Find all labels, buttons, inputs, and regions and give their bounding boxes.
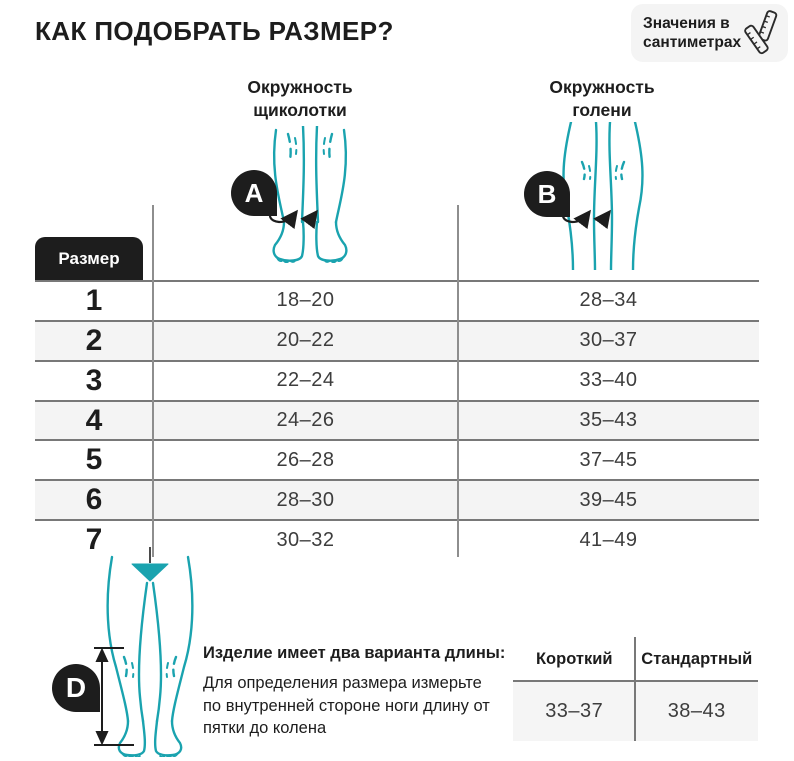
ankle-range-cell: 30–32: [276, 528, 335, 551]
size-cell: 1: [85, 283, 103, 317]
ankle-range-cell: 28–30: [276, 488, 335, 511]
measure-header-ankle: Окружность щиколотки: [247, 77, 353, 120]
measure-header-calf: Окружность голени: [549, 77, 655, 120]
units-badge-text: Значения в сантиметрах: [643, 15, 742, 51]
size-cell: 6: [85, 483, 103, 517]
size-table-header-tab: Размер: [35, 237, 143, 280]
table-row: [35, 441, 759, 481]
units-badge: [631, 4, 788, 62]
length-heading: Изделие имеет два варианта длины:: [203, 644, 506, 662]
garment-top-triangle: [132, 564, 168, 581]
length-option-short-value: 33–37: [545, 700, 604, 722]
length-table-column-divider: [634, 637, 636, 741]
page-title: КАК ПОДОБРАТЬ РАЗМЕР?: [35, 16, 394, 46]
calf-range-cell: 41–49: [579, 528, 638, 551]
table-row: [35, 402, 759, 442]
ankle-range-cell: 26–28: [276, 448, 335, 471]
size-cell: 7: [85, 523, 103, 557]
length-options-table: [513, 637, 758, 741]
calf-range-cell: 30–37: [579, 329, 638, 352]
calf-range-cell: 35–43: [579, 409, 638, 431]
marker-a-bubble: A: [231, 170, 277, 216]
size-cell: 5: [85, 443, 103, 477]
marker-d-bubble: D: [52, 664, 100, 712]
length-option-standard-label: Стандартный: [641, 650, 753, 668]
ankle-range-cell: 24–26: [276, 409, 335, 431]
table-row: [35, 362, 759, 402]
ankle-range-cell: 22–24: [276, 369, 335, 392]
ankle-range-cell: 20–22: [276, 329, 335, 352]
ankle-range-cell: 18–20: [276, 289, 335, 312]
length-description: Для определения размера измерьте по внутренней стороне ноги длину от пятки до колена: [203, 674, 490, 737]
size-table: [35, 280, 759, 559]
size-cell: 4: [85, 403, 103, 437]
length-option-short-label: Короткий: [535, 650, 613, 668]
size-cell: 3: [85, 363, 103, 397]
calf-legs-illustration: [558, 122, 648, 270]
calf-range-cell: 39–45: [579, 488, 638, 511]
calf-range-cell: 28–34: [579, 289, 638, 312]
table-row: [35, 322, 759, 362]
size-cell: 2: [85, 323, 103, 357]
marker-b-bubble: B: [524, 171, 570, 217]
table-row: [35, 481, 759, 521]
length-option-standard-value: 38–43: [667, 700, 726, 722]
measuring-tape-icon: [742, 7, 782, 59]
full-legs-illustration: [40, 545, 220, 757]
calf-range-cell: 37–45: [579, 448, 638, 471]
column-divider: [457, 205, 459, 557]
table-row: [35, 282, 759, 322]
column-divider: [152, 205, 154, 557]
calf-range-cell: 33–40: [579, 369, 638, 392]
